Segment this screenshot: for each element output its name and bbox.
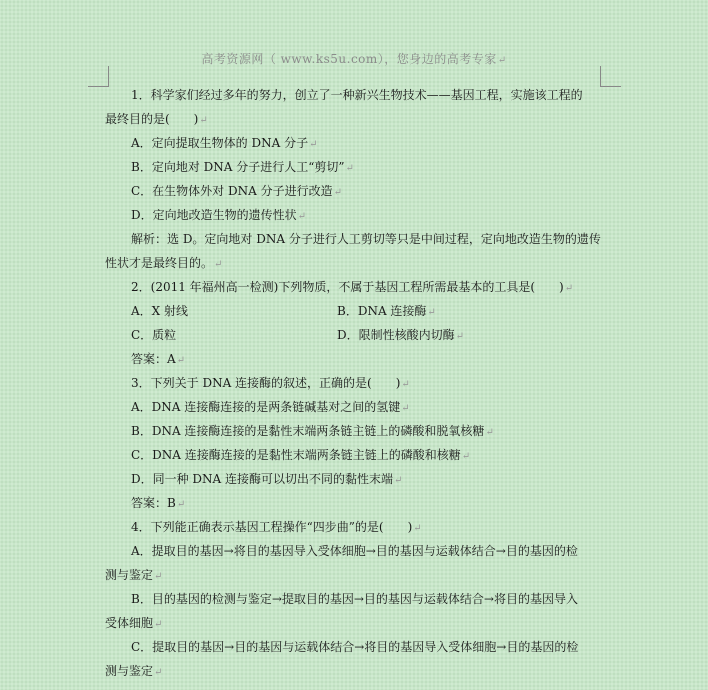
text-line <box>105 131 625 155</box>
line-text: B．定向地对 DNA 分子进行人工“剪切” <box>131 160 345 174</box>
line-text: 测与鉴定 <box>105 664 154 678</box>
text-line <box>105 443 625 467</box>
text-line <box>105 275 625 299</box>
line-text: 解析：选 D。定向地对 DNA 分子进行人工剪切等只是中间过程，定向地改造生物的遗传 <box>131 232 601 246</box>
line-text: C．在生物体外对 DNA 分子进行改造 <box>131 184 333 198</box>
line-text: D．定向地改造生物的遗传性状 <box>131 208 297 222</box>
line-text: D．同一种 DNA 连接酶可以切出不同的黏性末端 <box>131 472 394 486</box>
paragraph-mark-icon: ↵ <box>214 259 223 270</box>
paragraph-mark-icon: ↵ <box>427 307 436 318</box>
text-line <box>105 419 625 443</box>
text-line <box>105 83 625 107</box>
text-line <box>105 155 625 179</box>
line-text: A．定向提取生物体的 DNA 分子 <box>131 136 309 150</box>
line-text: A．提取目的基因→将目的基因导入受体细胞→目的基因与运载体结合→目的基因的检 <box>131 544 578 558</box>
paragraph-mark-icon: ↵ <box>497 55 507 66</box>
line-text: 性状才是最终目的。 <box>105 256 214 270</box>
line-text: C．DNA 连接酶连接的是黏性末端两条链主链上的磷酸和核糖 <box>131 448 461 462</box>
text-line <box>105 395 625 419</box>
paragraph-mark-icon: ↵ <box>564 283 574 294</box>
paragraph-mark-icon: ↵ <box>333 187 342 198</box>
paragraph-mark-icon: ↵ <box>199 115 208 126</box>
text-line <box>105 659 625 683</box>
paragraph-mark-icon: ↵ <box>154 571 163 582</box>
document-body <box>105 83 625 683</box>
paragraph-mark-icon: ↵ <box>154 667 163 678</box>
text-line <box>105 179 625 203</box>
line-text: 测与鉴定 <box>105 568 154 582</box>
line-text: 2．(2011 年福州高一检测)下列物质，不属于基因工程所需最基本的工具是( ) <box>131 280 564 294</box>
line-text: A．X 射线 <box>131 304 189 318</box>
text-line <box>105 611 625 635</box>
paragraph-mark-icon: ↵ <box>297 211 307 222</box>
line-text: 1．科学家们经过多年的努力，创立了一种新兴生物技术——基因工程，实施该工程的 <box>131 88 583 102</box>
paragraph-mark-icon: ↵ <box>401 403 410 414</box>
line-text: C．提取目的基因→目的基因与运载体结合→将目的基因导入受体细胞→目的基因的检 <box>131 640 579 654</box>
text-line <box>105 491 625 515</box>
paragraph-mark-icon: ↵ <box>485 427 494 438</box>
text-line <box>105 251 625 275</box>
line-text: 答案：B <box>131 496 176 510</box>
line-text: 受体细胞 <box>105 616 154 630</box>
line-text: 4．下列能正确表示基因工程操作“四步曲”的是( ) <box>131 520 413 534</box>
line-text: 最终目的是( ) <box>105 112 199 126</box>
text-line <box>105 227 625 251</box>
paragraph-mark-icon: ↵ <box>461 451 471 462</box>
page-header <box>0 50 708 67</box>
line-text: B．目的基因的检测与鉴定→提取目的基因→目的基因与运载体结合→将目的基因导入 <box>131 592 578 606</box>
paragraph-mark-icon: ↵ <box>455 331 465 342</box>
paragraph-mark-icon: ↵ <box>154 619 163 630</box>
text-line <box>105 587 625 611</box>
text-line <box>105 371 625 395</box>
text-line <box>105 347 625 371</box>
line-text: C．质粒 <box>131 328 177 342</box>
line-text: 3．下列关于 DNA 连接酶的叙述，正确的是( ) <box>131 376 401 390</box>
text-line <box>105 203 625 227</box>
text-line <box>105 563 625 587</box>
text-line <box>105 323 625 347</box>
paragraph-mark-icon: ↵ <box>394 475 403 486</box>
text-line <box>105 467 625 491</box>
line-text-col2: B．DNA 连接酶↵ <box>337 304 436 318</box>
paragraph-mark-icon: ↵ <box>309 139 318 150</box>
line-text: 答案：A <box>131 352 176 366</box>
header-text: 高考资源网（ www.ks5u.com），您身边的高考专家 <box>201 52 497 66</box>
line-text: A．DNA 连接酶连接的是两条链碱基对之间的氢键 <box>131 400 401 414</box>
text-line <box>105 635 625 659</box>
text-line <box>105 107 625 131</box>
text-line <box>105 299 625 323</box>
paragraph-mark-icon: ↵ <box>401 379 410 390</box>
paragraph-mark-icon: ↵ <box>413 523 422 534</box>
text-line <box>105 515 625 539</box>
text-line <box>105 539 625 563</box>
line-text: B．DNA 连接酶连接的是黏性末端两条链主链上的磷酸和脱氧核糖 <box>131 424 485 438</box>
line-text-col2: D．限制性核酸内切酶↵ <box>337 328 465 342</box>
paragraph-mark-icon: ↵ <box>176 355 186 366</box>
paragraph-mark-icon: ↵ <box>345 163 354 174</box>
paragraph-mark-icon: ↵ <box>176 499 186 510</box>
